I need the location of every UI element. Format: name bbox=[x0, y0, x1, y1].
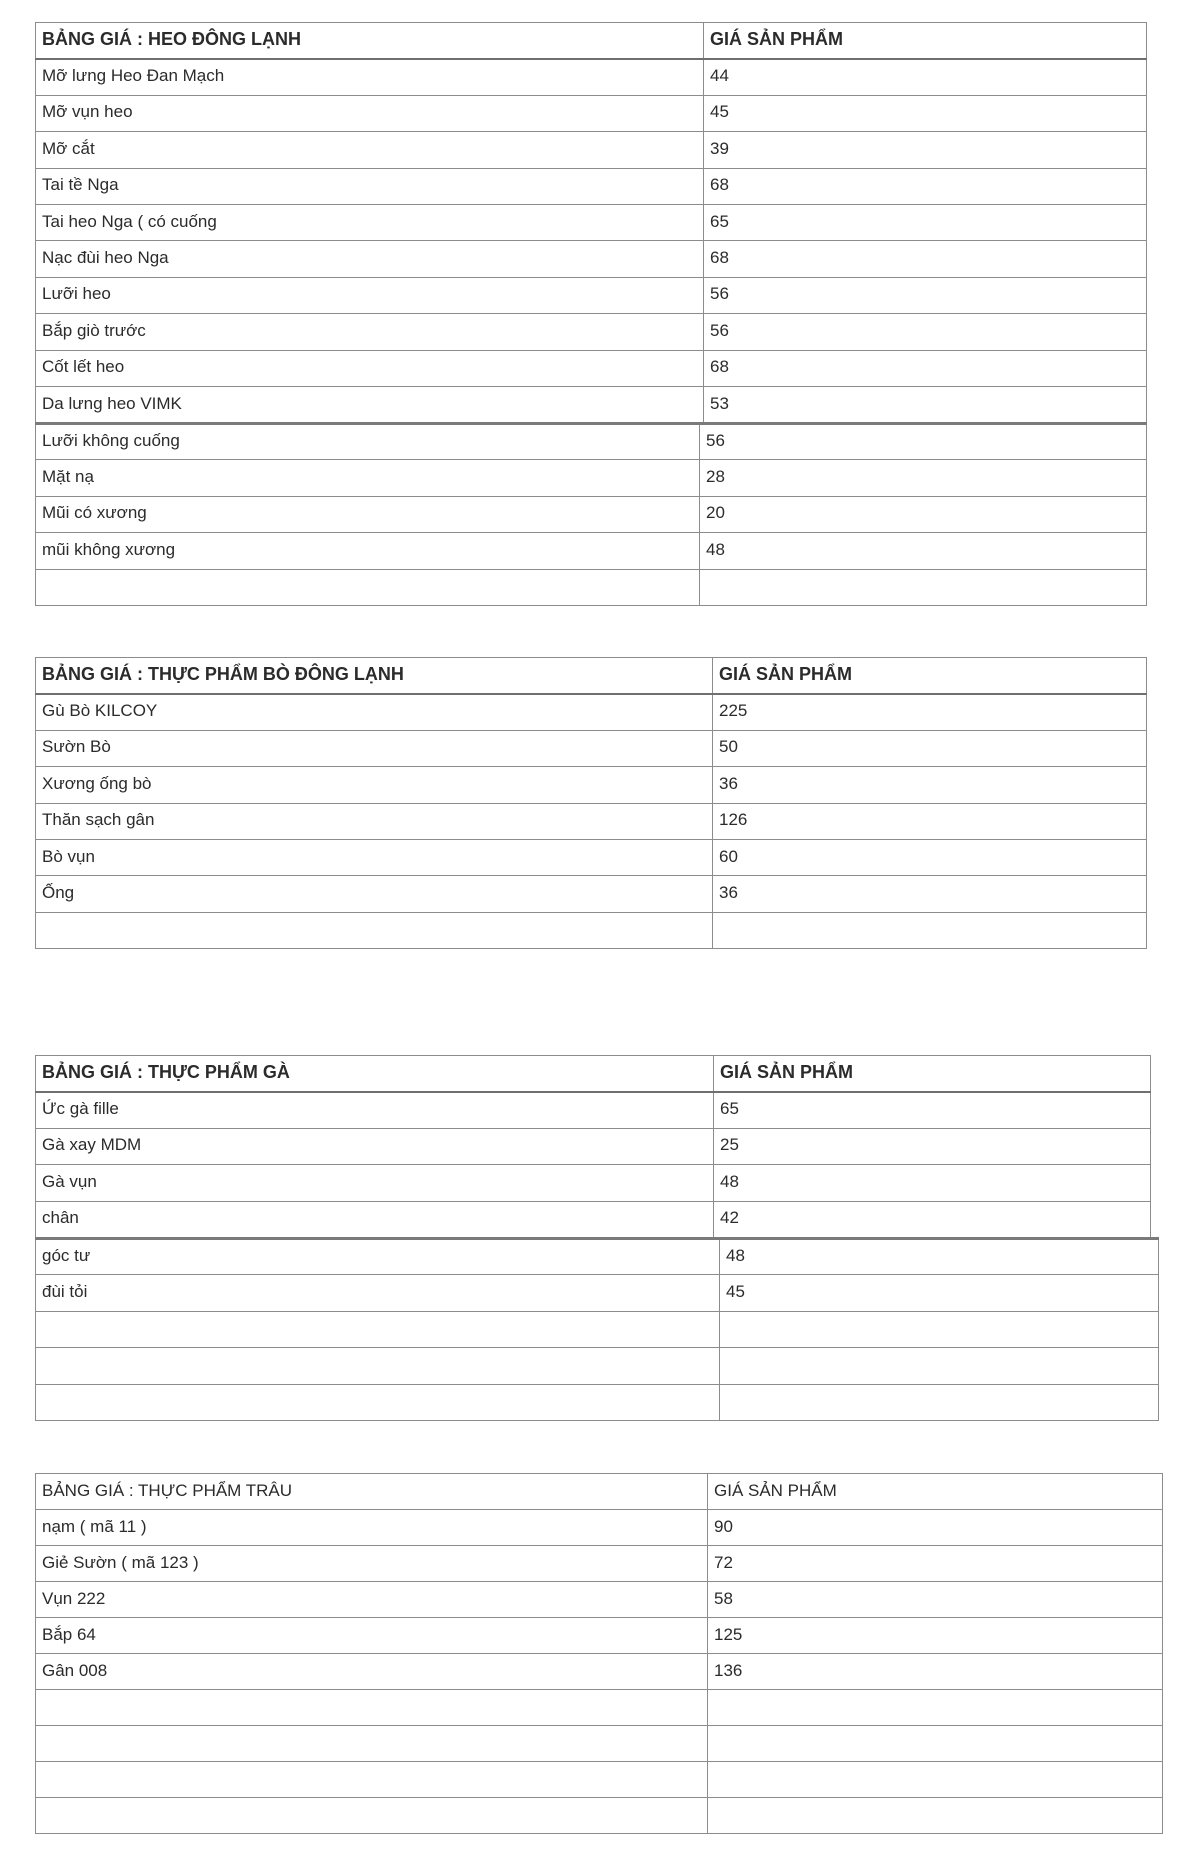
product-price-cell: 25 bbox=[714, 1128, 1151, 1164]
product-price-cell: 136 bbox=[708, 1654, 1163, 1690]
table-row bbox=[36, 1762, 1163, 1798]
product-price-cell: 56 bbox=[704, 277, 1147, 313]
table-row bbox=[36, 1384, 1159, 1420]
table-row bbox=[36, 1690, 1163, 1726]
table-row bbox=[36, 424, 1147, 460]
product-name-cell: Nạc đùi heo Nga bbox=[36, 241, 704, 277]
table-header-row bbox=[36, 23, 1147, 59]
product-price-cell bbox=[720, 1311, 1159, 1347]
product-price-cell: 44 bbox=[704, 59, 1147, 95]
table-row bbox=[36, 1239, 1159, 1275]
product-name-cell: Mỡ cắt bbox=[36, 132, 704, 168]
table-row bbox=[36, 277, 1147, 313]
table-row bbox=[36, 1798, 1163, 1834]
product-price-cell: 56 bbox=[704, 314, 1147, 350]
table-row bbox=[36, 350, 1147, 386]
product-name-cell: Gà xay MDM bbox=[36, 1128, 714, 1164]
table-title: BẢNG GIÁ : THỰC PHẨM TRÂU bbox=[36, 1474, 708, 1510]
product-name-cell: Sườn Bò bbox=[36, 730, 713, 766]
product-name-cell bbox=[36, 1762, 708, 1798]
product-price-cell: 60 bbox=[713, 839, 1147, 875]
table-row bbox=[36, 1128, 1151, 1164]
table-row bbox=[36, 767, 1147, 803]
table-row bbox=[36, 204, 1147, 240]
product-name-cell: Bò vụn bbox=[36, 839, 713, 875]
table-row bbox=[36, 730, 1147, 766]
table-row bbox=[36, 912, 1147, 948]
price-table-heo-part1 bbox=[35, 22, 1147, 423]
price-table-ga-part2 bbox=[35, 1237, 1159, 1421]
product-name-cell: Mũi có xương bbox=[36, 496, 700, 532]
product-price-cell bbox=[708, 1690, 1163, 1726]
table-row bbox=[36, 1726, 1163, 1762]
product-name-cell: nạm ( mã 11 ) bbox=[36, 1510, 708, 1546]
price-table-heo-part2 bbox=[35, 422, 1147, 606]
product-name-cell bbox=[36, 1311, 720, 1347]
table-row bbox=[36, 1582, 1163, 1618]
product-price-cell: 56 bbox=[700, 424, 1147, 460]
product-price-cell bbox=[708, 1726, 1163, 1762]
product-price-cell bbox=[713, 912, 1147, 948]
table-row bbox=[36, 569, 1147, 605]
table-row bbox=[36, 59, 1147, 95]
product-price-cell: 68 bbox=[704, 168, 1147, 204]
product-price-cell: 65 bbox=[714, 1092, 1151, 1128]
product-name-cell: Tai tề Nga bbox=[36, 168, 704, 204]
product-name-cell: Vụn 222 bbox=[36, 1582, 708, 1618]
product-price-cell bbox=[700, 569, 1147, 605]
price-column-header: GIÁ SẢN PHẨM bbox=[714, 1056, 1151, 1092]
product-price-cell: 72 bbox=[708, 1546, 1163, 1582]
product-price-cell: 90 bbox=[708, 1510, 1163, 1546]
product-price-cell: 125 bbox=[708, 1618, 1163, 1654]
table-title: BẢNG GIÁ : THỰC PHẨM GÀ bbox=[36, 1056, 714, 1092]
table-row bbox=[36, 1618, 1163, 1654]
table-header-row bbox=[36, 658, 1147, 694]
product-name-cell bbox=[36, 1798, 708, 1834]
product-name-cell: Mỡ vụn heo bbox=[36, 95, 704, 131]
table-row bbox=[36, 314, 1147, 350]
table-row bbox=[36, 1092, 1151, 1128]
product-price-cell: 126 bbox=[713, 803, 1147, 839]
product-name-cell: Lưỡi heo bbox=[36, 277, 704, 313]
table-row bbox=[36, 1654, 1163, 1690]
product-name-cell: Bắp 64 bbox=[36, 1618, 708, 1654]
product-name-cell: Xương ống bò bbox=[36, 767, 713, 803]
product-name-cell: đùi tỏi bbox=[36, 1275, 720, 1311]
product-name-cell: chân bbox=[36, 1201, 714, 1237]
product-name-cell: Mỡ lưng Heo Đan Mạch bbox=[36, 59, 704, 95]
product-price-cell: 45 bbox=[704, 95, 1147, 131]
table-row bbox=[36, 876, 1147, 912]
product-price-cell: 36 bbox=[713, 767, 1147, 803]
product-name-cell bbox=[36, 1348, 720, 1384]
product-name-cell: Thăn sạch gân bbox=[36, 803, 713, 839]
product-price-cell bbox=[708, 1762, 1163, 1798]
table-row bbox=[36, 168, 1147, 204]
table-row bbox=[36, 95, 1147, 131]
product-price-cell: 20 bbox=[700, 496, 1147, 532]
table-row bbox=[36, 803, 1147, 839]
price-table-trau bbox=[35, 1473, 1163, 1834]
product-name-cell: Tai heo Nga ( có cuống bbox=[36, 204, 704, 240]
product-name-cell: Gân 008 bbox=[36, 1654, 708, 1690]
table-title: BẢNG GIÁ : THỰC PHẨM BÒ ĐÔNG LẠNH bbox=[36, 658, 713, 694]
product-price-cell: 225 bbox=[713, 694, 1147, 730]
product-price-cell: 36 bbox=[713, 876, 1147, 912]
product-name-cell bbox=[36, 1726, 708, 1762]
product-name-cell: Da lưng heo VIMK bbox=[36, 386, 704, 422]
product-price-cell: 53 bbox=[704, 386, 1147, 422]
product-price-cell: 58 bbox=[708, 1582, 1163, 1618]
product-name-cell bbox=[36, 1384, 720, 1420]
product-price-cell: 68 bbox=[704, 350, 1147, 386]
product-name-cell: góc tư bbox=[36, 1239, 720, 1275]
product-price-cell bbox=[708, 1798, 1163, 1834]
table-row bbox=[36, 1311, 1159, 1347]
product-price-cell bbox=[720, 1348, 1159, 1384]
table-header-row bbox=[36, 1474, 1163, 1510]
product-price-cell: 48 bbox=[714, 1165, 1151, 1201]
product-price-cell: 48 bbox=[700, 533, 1147, 569]
price-table-bo bbox=[35, 657, 1147, 949]
table-row bbox=[36, 132, 1147, 168]
product-name-cell: Gù Bò KILCOY bbox=[36, 694, 713, 730]
product-price-cell: 68 bbox=[704, 241, 1147, 277]
price-column-header: GIÁ SẢN PHẨM bbox=[713, 658, 1147, 694]
table-row bbox=[36, 533, 1147, 569]
table-row bbox=[36, 460, 1147, 496]
price-table-ga-part1 bbox=[35, 1055, 1151, 1238]
product-name-cell bbox=[36, 569, 700, 605]
product-price-cell: 39 bbox=[704, 132, 1147, 168]
table-row bbox=[36, 839, 1147, 875]
table-row bbox=[36, 1165, 1151, 1201]
product-name-cell: Gà vụn bbox=[36, 1165, 714, 1201]
product-name-cell: Ức gà fille bbox=[36, 1092, 714, 1128]
table-row bbox=[36, 694, 1147, 730]
product-price-cell: 48 bbox=[720, 1239, 1159, 1275]
product-name-cell: Lưỡi không cuống bbox=[36, 424, 700, 460]
table-row bbox=[36, 1275, 1159, 1311]
product-price-cell bbox=[720, 1384, 1159, 1420]
product-name-cell: mũi không xương bbox=[36, 533, 700, 569]
price-column-header: GIÁ SẢN PHẨM bbox=[708, 1474, 1163, 1510]
table-row bbox=[36, 1201, 1151, 1237]
product-name-cell: Giẻ Sườn ( mã 123 ) bbox=[36, 1546, 708, 1582]
price-column-header: GIÁ SẢN PHẨM bbox=[704, 23, 1147, 59]
product-name-cell bbox=[36, 912, 713, 948]
product-name-cell bbox=[36, 1690, 708, 1726]
product-price-cell: 42 bbox=[714, 1201, 1151, 1237]
table-row bbox=[36, 1510, 1163, 1546]
table-row bbox=[36, 1348, 1159, 1384]
table-header-row bbox=[36, 1056, 1151, 1092]
table-row bbox=[36, 1546, 1163, 1582]
table-row bbox=[36, 386, 1147, 422]
table-row bbox=[36, 496, 1147, 532]
table-row bbox=[36, 241, 1147, 277]
product-name-cell: Mặt nạ bbox=[36, 460, 700, 496]
product-price-cell: 28 bbox=[700, 460, 1147, 496]
product-name-cell: Bắp giò trước bbox=[36, 314, 704, 350]
product-name-cell: Cốt lết heo bbox=[36, 350, 704, 386]
table-title: BẢNG GIÁ : HEO ĐÔNG LẠNH bbox=[36, 23, 704, 59]
product-name-cell: Ống bbox=[36, 876, 713, 912]
product-price-cell: 65 bbox=[704, 204, 1147, 240]
product-price-cell: 45 bbox=[720, 1275, 1159, 1311]
product-price-cell: 50 bbox=[713, 730, 1147, 766]
